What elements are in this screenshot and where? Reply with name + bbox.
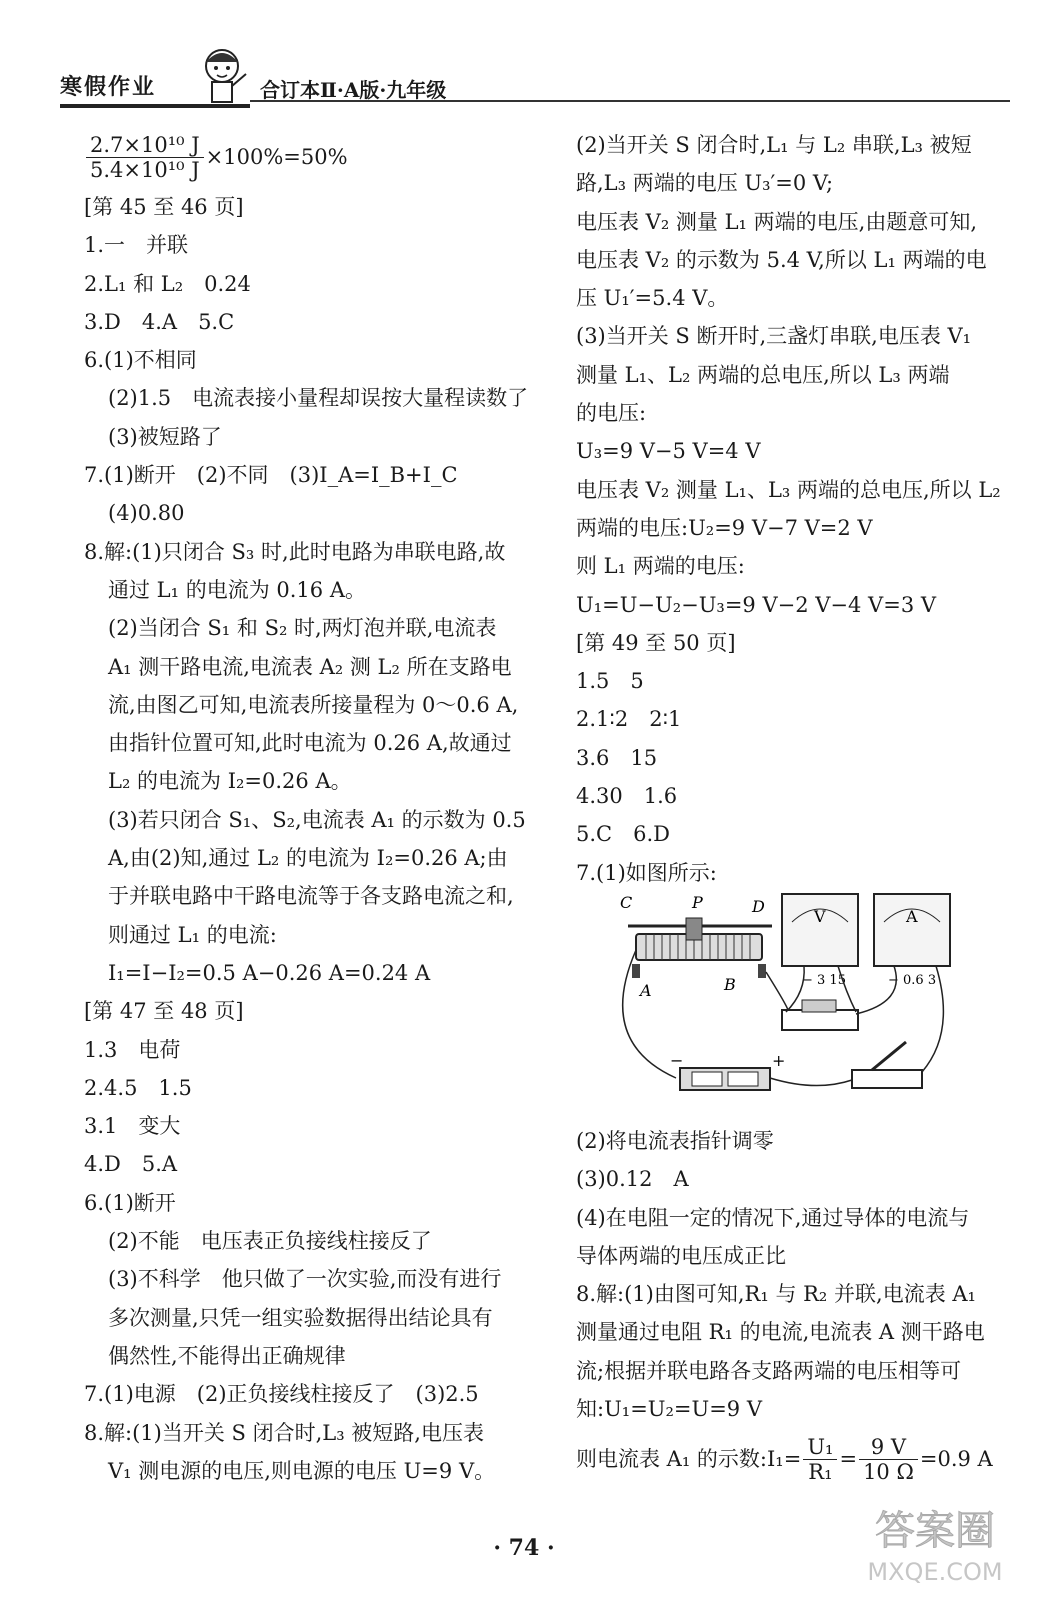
header-rule (250, 100, 1010, 102)
fraction-numerator: U₁ (807, 1434, 834, 1459)
fraction-numerator: 2.7×10¹⁰ J (90, 132, 200, 157)
answer-line: 2.4.5 1.5 (84, 1075, 192, 1100)
label-p: P (692, 892, 703, 912)
answer-line: (3)不科学 他只做了一次实验,而没有进行 (108, 1267, 502, 1292)
answer-line: (2)1.5 电流表接小量程却误按大量程读数了 (108, 386, 529, 411)
answer-line: (3)0.12 A (576, 1167, 689, 1192)
left-column (84, 126, 534, 1490)
answer-line: 电压表 V₂ 的示数为 5.4 V,所以 L₁ 两端的电 (576, 247, 987, 272)
fraction-numerator: 9 V (870, 1434, 907, 1459)
answer-line: (2)当闭合 S₁ 和 S₂ 时,两灯泡并联,电流表 (108, 616, 497, 641)
fraction (803, 1435, 837, 1484)
fraction-denominator: R₁ (808, 1459, 833, 1484)
answer-line: 电压表 V₂ 测量 L₁、L₃ 两端的总电压,所以 L₂ (576, 477, 1001, 502)
ammeter-label: A (906, 906, 918, 926)
fraction-denominator: 10 Ω (863, 1459, 914, 1484)
answer-line: U₁=U−U₂−U₃=9 V−2 V−4 V=3 V (576, 592, 937, 617)
fraction-denominator: 5.4×10¹⁰ J (90, 157, 200, 182)
answer-line: A,由(2)知,通过 L₂ 的电流为 I₂=0.26 A;由 (108, 846, 508, 871)
answer-line: (4)在电阻一定的情况下,通过导体的电流与 (576, 1205, 970, 1230)
switch-base (852, 1070, 922, 1088)
label-d: D (752, 896, 765, 916)
equation-prefix: 则电流表 A₁ 的示数:I₁= (576, 1447, 802, 1472)
watermark-url: MXQE.COM (867, 1558, 1003, 1586)
answer-line: 测量通过电阻 R₁ 的电流,电流表 A 测干路电 (576, 1320, 985, 1345)
label-c: C (620, 892, 633, 912)
edition-label: 合订本Ⅱ·A版·九年级 (260, 78, 447, 102)
switch-lever (872, 1042, 906, 1070)
fraction-line (576, 1428, 1006, 1490)
answer-line: 的电压: (576, 401, 647, 426)
answer-line: 8.解:(1)当开关 S 闭合时,L₃ 被短路,电压表 (84, 1420, 484, 1445)
answer-line: 知:U₁=U₂=U=9 V (576, 1397, 762, 1422)
answer-line: (2)将电流表指针调零 (576, 1128, 774, 1153)
answer-line: 流,由图乙可知,电流表所接量程为 0～0.6 A, (108, 692, 519, 717)
battery-minus: − (670, 1050, 684, 1070)
answer-line: (4)0.80 (108, 501, 185, 526)
equals-sign: = (839, 1447, 858, 1472)
answer-line: 6.(1)断开 (84, 1190, 176, 1215)
answer-line: 4.30 1.6 (576, 784, 678, 809)
answer-line: 5.C 6.D (576, 822, 670, 847)
fraction (86, 133, 204, 182)
voltmeter-label: V (814, 906, 826, 926)
right-column (576, 126, 1006, 1490)
answer-line: 3.6 15 (576, 745, 658, 770)
battery-cell-2 (728, 1072, 758, 1086)
watermark-logo (840, 1500, 1030, 1590)
answer-line: 8.解:(1)只闭合 S₃ 时,此时电路为串联电路,故 (84, 539, 506, 564)
answer-line: 测量 L₁、L₂ 两端的总电压,所以 L₃ 两端 (576, 362, 950, 387)
brand-title: 寒假作业 (60, 74, 157, 100)
answer-line: 2.1∶2 2∶1 (576, 707, 682, 732)
answer-line: (3)若只闭合 S₁、S₂,电流表 A₁ 的示数为 0.5 (108, 807, 526, 832)
answer-line: 7.(1)电源 (2)正负接线柱接反了 (3)2.5 (84, 1382, 479, 1407)
answer-line: 8.解:(1)由图可知,R₁ 与 R₂ 并联,电流表 A₁ (576, 1282, 976, 1307)
rheostat-foot-a (632, 964, 640, 978)
answer-line: 多次测量,只凭一组实验数据得出结论具有 (108, 1305, 493, 1330)
fraction-line (84, 126, 534, 188)
answer-line: 两端的电压:U₂=9 V−7 V=2 V (576, 515, 873, 540)
label-b: B (724, 974, 736, 994)
answer-line: 1.一 并联 (84, 233, 189, 258)
battery-plus: + (772, 1050, 786, 1070)
section-heading: [第 45 至 46 页] (84, 195, 244, 219)
answer-line: 1.3 电荷 (84, 1037, 181, 1062)
answer-line: (3)被短路了 (108, 424, 222, 449)
voltmeter-scale: − 3 15 (802, 972, 846, 988)
answer-line: I₁=I−I₂=0.5 A−0.26 A=0.24 A (108, 960, 431, 985)
mascot-icon (192, 38, 252, 108)
answer-line: 流;根据并联电路各支路两端的电压相等可 (576, 1358, 962, 1383)
answer-line: L₂ 的电流为 I₂=0.26 A。 (108, 769, 352, 794)
answer-line: 3.D 4.A 5.C (84, 309, 235, 334)
answer-line: (3)当开关 S 断开时,三盏灯串联,电压表 V₁ (576, 324, 972, 349)
resistor (802, 1000, 836, 1012)
answer-line: 电压表 V₂ 测量 L₁ 两端的电压,由题意可知, (576, 209, 977, 234)
rheostat-foot-b (758, 964, 766, 978)
answer-line: 则 L₁ 两端的电压: (576, 554, 745, 579)
answer-line: 7.(1)断开 (2)不同 (3)I_A=I_B+I_C (84, 463, 458, 488)
circuit-diagram (576, 892, 1006, 1122)
resistor-base (782, 1010, 858, 1030)
answer-line: 偶然性,不能得出正确规律 (108, 1343, 346, 1368)
answer-line: 1.5 5 (576, 669, 644, 694)
circuit-figure (576, 892, 1006, 1122)
label-a: A (640, 980, 652, 1000)
answer-line: 通过 L₁ 的电流为 0.16 A。 (108, 577, 366, 602)
answer-line: 4.D 5.A (84, 1152, 178, 1177)
fraction (859, 1435, 918, 1484)
page-number: · 74 · (493, 1535, 555, 1561)
answer-line: U₃=9 V−5 V=4 V (576, 439, 761, 464)
answer-line: 由指针位置可知,此时电流为 0.26 A,故通过 (108, 731, 512, 756)
answer-line: 压 U₁′=5.4 V。 (576, 286, 729, 311)
voltmeter (782, 894, 858, 966)
fraction-rest: ×100%=50% (205, 144, 348, 169)
answer-line: 则通过 L₁ 的电流: (108, 922, 277, 947)
answer-line: 3.1 变大 (84, 1114, 181, 1139)
answer-line: 7.(1)如图所示: (576, 860, 717, 885)
answer-line: 导体两端的电压成正比 (576, 1243, 786, 1268)
page-header (60, 20, 1010, 100)
answer-line: V₁ 测电源的电压,则电源的电压 U=9 V。 (108, 1458, 496, 1483)
watermark-text: 答案圈 (875, 1508, 995, 1554)
answer-line: 路,L₃ 两端的电压 U₃′=0 V; (576, 171, 834, 196)
ammeter-scale: − 0.6 3 (888, 972, 937, 988)
answer-line: 6.(1)不相同 (84, 348, 197, 373)
rheostat-slider (686, 918, 702, 940)
answer-line: (2)不能 电压表正负接线柱接反了 (108, 1229, 432, 1254)
section-heading: [第 47 至 48 页] (84, 999, 244, 1024)
answer-line: 2.L₁ 和 L₂ 0.24 (84, 271, 251, 296)
section-heading: [第 49 至 50 页] (576, 630, 736, 655)
equation-suffix: =0.9 A (919, 1447, 993, 1472)
battery-cell-1 (692, 1072, 722, 1086)
ammeter (874, 894, 950, 966)
answer-line: (2)当开关 S 闭合时,L₁ 与 L₂ 串联,L₃ 被短 (576, 133, 972, 157)
answer-line: 于并联电路中干路电流等于各支路电流之和, (108, 884, 514, 909)
answer-line: A₁ 测干路电流,电流表 A₂ 测 L₂ 所在支路电 (108, 654, 512, 679)
